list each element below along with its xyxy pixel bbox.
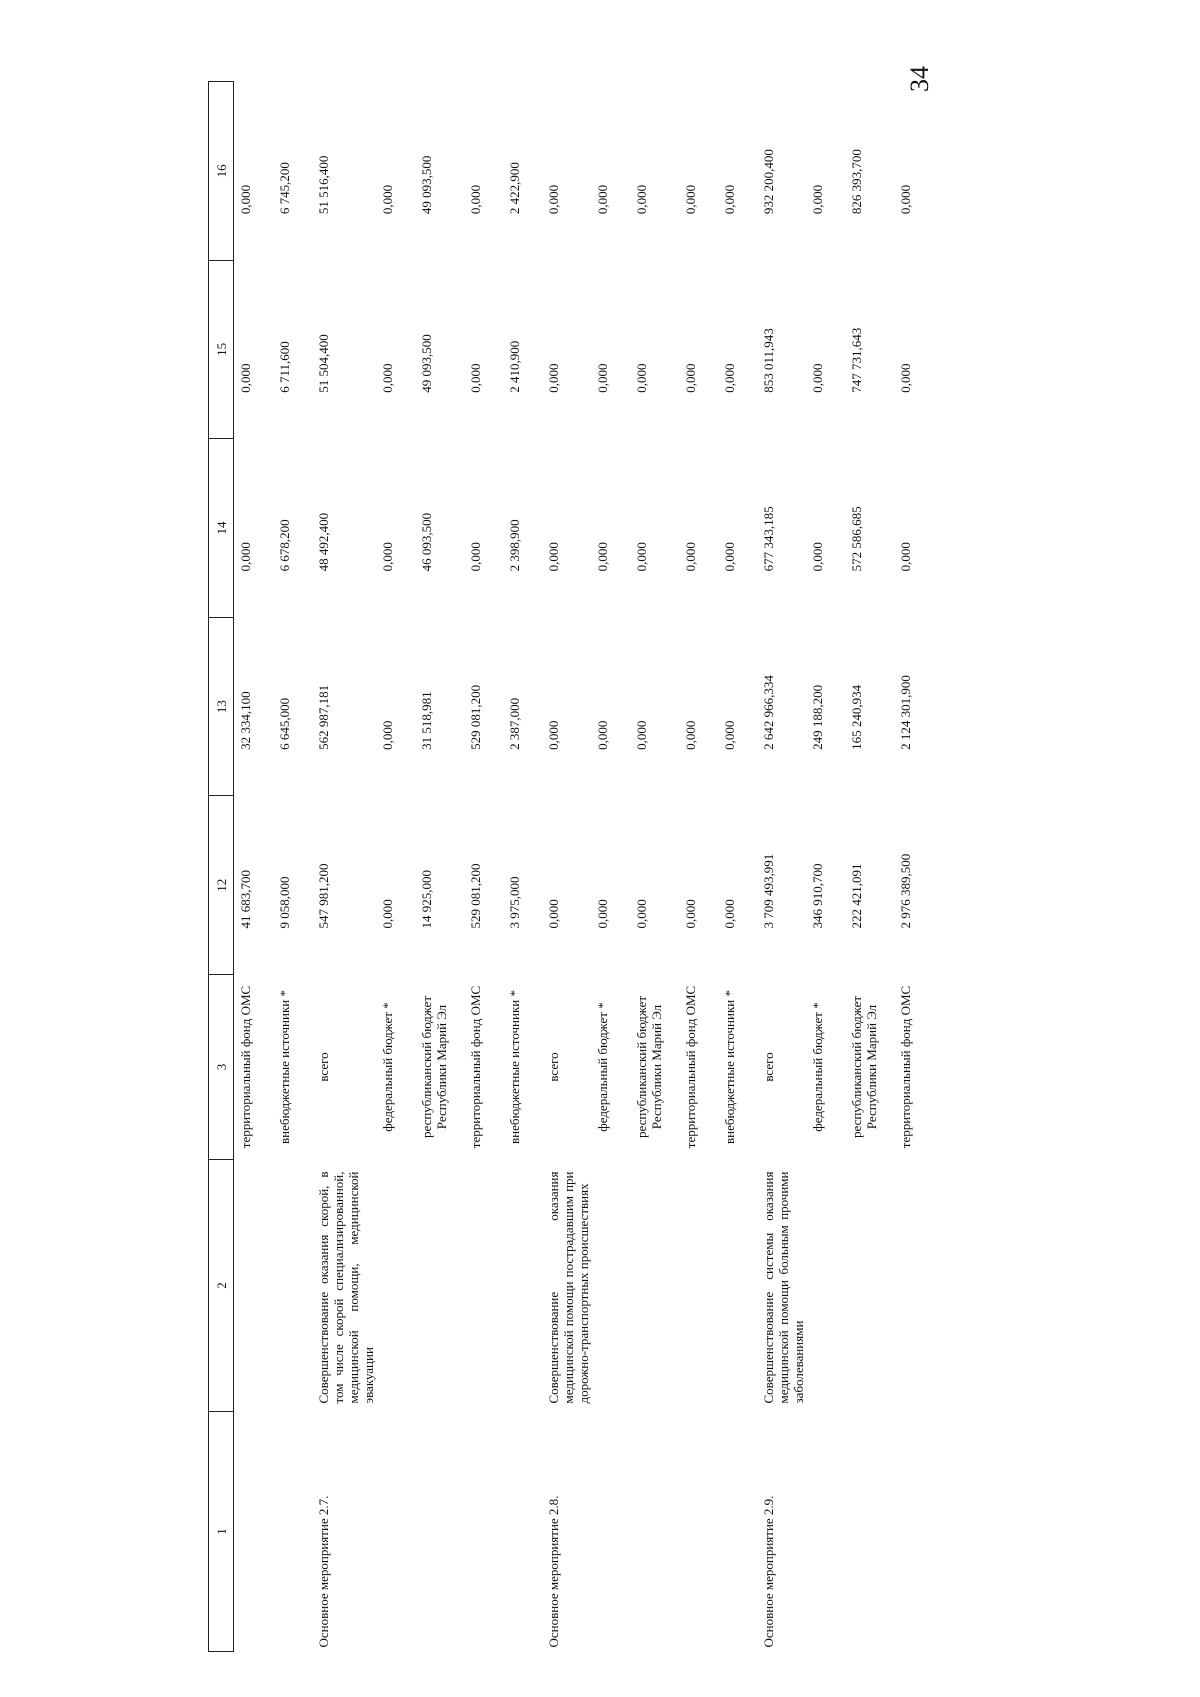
funding-source-cell: внебюджетные источники * xyxy=(277,990,292,1144)
description-cell xyxy=(845,1160,894,1412)
funding-source-cell: территориальный фонд ОМС xyxy=(238,985,253,1149)
measure-cell xyxy=(234,1412,274,1652)
table-row xyxy=(542,82,591,1652)
value-cell: 0,000 xyxy=(634,720,649,750)
value-cell: 14 925,000 xyxy=(419,870,434,929)
table-row xyxy=(845,82,894,1652)
funding-source-cell: федеральный бюджет * xyxy=(810,1002,825,1132)
value-cell: 0,000 xyxy=(722,363,737,393)
value-cell: 3 709 493,991 xyxy=(761,853,776,929)
value-cell: 41 683,700 xyxy=(238,870,253,929)
value-cell: 2 422,900 xyxy=(507,162,522,215)
table-row xyxy=(312,82,376,1652)
funding-source-cell: федеральный бюджет * xyxy=(595,1002,610,1132)
funding-source-cell: республиканский бюджет Республики Марий Эл xyxy=(849,995,879,1139)
value-cell: 0,000 xyxy=(468,542,483,572)
value-cell: 0,000 xyxy=(722,720,737,750)
value-cell: 0,000 xyxy=(722,542,737,572)
measure-cell xyxy=(806,1412,845,1652)
column-header: 2 xyxy=(209,1160,234,1412)
measure-cell xyxy=(845,1412,894,1652)
value-cell: 0,000 xyxy=(238,542,253,572)
value-cell: 0,000 xyxy=(595,542,610,572)
value-cell: 932 200,400 xyxy=(761,149,776,215)
value-cell: 2 387,000 xyxy=(507,697,522,750)
value-cell: 0,000 xyxy=(380,542,395,572)
funding-source-cell: республиканский бюджет Республики Марий Эл xyxy=(634,995,664,1139)
value-cell: 0,000 xyxy=(380,184,395,215)
table-row xyxy=(679,82,718,1652)
value-cell: 0,000 xyxy=(546,720,561,750)
table-row xyxy=(591,82,630,1652)
description-cell: Совершенствование оказания медицинской помощи пострадавшим при дорожно-транспортных происшествиях xyxy=(546,1171,591,1404)
value-cell: 9 058,000 xyxy=(277,876,292,929)
value-cell: 2 398,900 xyxy=(507,519,522,572)
value-cell: 0,000 xyxy=(683,720,698,750)
description-cell xyxy=(630,1160,679,1412)
column-header: 16 xyxy=(209,82,234,261)
value-cell: 826 393,700 xyxy=(849,149,864,215)
measure-cell xyxy=(376,1412,415,1652)
page-number: 34 xyxy=(905,66,934,92)
value-cell: 0,000 xyxy=(634,542,649,572)
value-cell: 0,000 xyxy=(380,720,395,750)
funding-source-cell: республиканский бюджет Республики Марий Эл xyxy=(419,995,449,1139)
value-cell: 32 334,100 xyxy=(238,691,253,750)
description-cell xyxy=(679,1160,718,1412)
description-cell: Совершенствование системы оказания медицинской помощи больным прочими заболеваниями xyxy=(761,1171,806,1404)
measure-cell xyxy=(718,1412,757,1652)
column-header: 14 xyxy=(209,439,234,618)
description-cell xyxy=(806,1160,845,1412)
value-cell: 0,000 xyxy=(546,363,561,393)
value-cell: 572 586,685 xyxy=(849,506,864,572)
value-cell: 747 731,643 xyxy=(849,327,864,393)
value-cell: 51 516,400 xyxy=(316,155,331,215)
funding-source-cell: территориальный фонд ОМС xyxy=(898,985,913,1149)
table-row xyxy=(503,82,542,1652)
table-row xyxy=(757,82,806,1652)
value-cell: 249 188,200 xyxy=(810,684,825,750)
table-row xyxy=(376,82,415,1652)
value-cell: 0,000 xyxy=(810,542,825,572)
value-cell: 49 093,500 xyxy=(419,334,434,393)
column-header: 12 xyxy=(209,796,234,975)
value-cell: 0,000 xyxy=(634,899,649,929)
measure-cell xyxy=(503,1412,542,1652)
table-row xyxy=(718,82,757,1652)
measure-cell xyxy=(894,1412,933,1652)
value-cell: 853 011,943 xyxy=(761,328,776,393)
value-cell: 6 678,200 xyxy=(277,519,292,572)
value-cell: 51 504,400 xyxy=(316,334,331,393)
value-cell: 0,000 xyxy=(546,184,561,215)
value-cell: 6 645,000 xyxy=(277,697,292,750)
column-header: 1 xyxy=(209,1412,234,1652)
table-row xyxy=(415,82,464,1652)
measure-cell xyxy=(679,1412,718,1652)
budget-table xyxy=(208,81,933,1652)
measure-cell xyxy=(273,1412,312,1652)
value-cell: 0,000 xyxy=(683,363,698,393)
measure-cell xyxy=(591,1412,630,1652)
table-row xyxy=(273,82,312,1652)
measure-cell xyxy=(630,1412,679,1652)
value-cell: 0,000 xyxy=(683,542,698,572)
value-cell: 529 081,200 xyxy=(468,863,483,929)
description-cell xyxy=(591,1160,630,1412)
value-cell: 547 981,200 xyxy=(316,863,331,929)
measure-cell xyxy=(464,1412,503,1652)
value-cell: 0,000 xyxy=(546,542,561,572)
value-cell: 2 410,900 xyxy=(507,340,522,393)
funding-source-cell: всего xyxy=(316,1052,331,1082)
value-cell: 0,000 xyxy=(595,363,610,393)
table-row xyxy=(464,82,503,1652)
measure-cell: Основное мероприятие 2.9. xyxy=(761,1495,776,1648)
measure-cell: Основное мероприятие 2.8. xyxy=(546,1495,561,1648)
value-cell: 0,000 xyxy=(683,184,698,215)
value-cell: 6 745,200 xyxy=(277,162,292,215)
table-row xyxy=(234,82,274,1652)
funding-source-cell: территориальный фонд ОМС xyxy=(468,985,483,1149)
table-row xyxy=(806,82,845,1652)
value-cell: 0,000 xyxy=(238,363,253,393)
description-cell xyxy=(894,1160,933,1412)
value-cell: 0,000 xyxy=(380,363,395,393)
value-cell: 0,000 xyxy=(380,899,395,929)
value-cell: 31 518,981 xyxy=(419,691,434,750)
funding-source-cell: территориальный фонд ОМС xyxy=(683,985,698,1149)
value-cell: 0,000 xyxy=(595,720,610,750)
value-cell: 165 240,934 xyxy=(849,684,864,750)
budget-table-sheet xyxy=(208,82,1048,1652)
value-cell: 0,000 xyxy=(468,184,483,215)
header-row xyxy=(209,82,234,1652)
value-cell: 0,000 xyxy=(898,542,913,572)
description-cell xyxy=(718,1160,757,1412)
column-header: 3 xyxy=(209,975,234,1160)
value-cell: 0,000 xyxy=(898,363,913,393)
value-cell: 0,000 xyxy=(238,184,253,215)
description-cell xyxy=(464,1160,503,1412)
measure-cell: Основное мероприятие 2.7. xyxy=(316,1495,331,1648)
value-cell: 0,000 xyxy=(722,899,737,929)
table-row xyxy=(630,82,679,1652)
value-cell: 0,000 xyxy=(595,184,610,215)
description-cell xyxy=(273,1160,312,1412)
value-cell: 0,000 xyxy=(810,363,825,393)
value-cell: 677 343,185 xyxy=(761,506,776,572)
value-cell: 0,000 xyxy=(595,899,610,929)
description-cell xyxy=(415,1160,464,1412)
value-cell: 0,000 xyxy=(810,184,825,215)
description-cell: Совершенствование оказания скорой, в том числе скорой специализированной, медицинской помощи, медицинской эвакуации xyxy=(316,1171,376,1404)
column-header: 15 xyxy=(209,260,234,439)
value-cell: 0,000 xyxy=(468,363,483,393)
value-cell: 529 081,200 xyxy=(468,684,483,750)
measure-cell xyxy=(415,1412,464,1652)
value-cell: 0,000 xyxy=(634,184,649,215)
value-cell: 0,000 xyxy=(898,184,913,215)
value-cell: 0,000 xyxy=(683,899,698,929)
value-cell: 2 642 966,334 xyxy=(761,675,776,750)
value-cell: 2 124 301,900 xyxy=(898,675,913,750)
value-cell: 46 093,500 xyxy=(419,512,434,572)
value-cell: 0,000 xyxy=(634,363,649,393)
column-header: 13 xyxy=(209,617,234,796)
value-cell: 0,000 xyxy=(722,184,737,215)
funding-source-cell: всего xyxy=(761,1052,776,1082)
value-cell: 3 975,000 xyxy=(507,876,522,929)
description-cell xyxy=(376,1160,415,1412)
value-cell: 48 492,400 xyxy=(316,512,331,572)
funding-source-cell: всего xyxy=(546,1052,561,1082)
description-cell xyxy=(503,1160,542,1412)
value-cell: 346 910,700 xyxy=(810,863,825,929)
funding-source-cell: внебюджетные источники * xyxy=(507,990,522,1144)
value-cell: 6 711,600 xyxy=(277,341,292,393)
value-cell: 2 976 389,500 xyxy=(898,853,913,929)
funding-source-cell: федеральный бюджет * xyxy=(380,1002,395,1132)
table-row xyxy=(894,82,933,1652)
table-body xyxy=(234,82,934,1652)
description-cell xyxy=(234,1160,274,1412)
funding-source-cell: внебюджетные источники * xyxy=(722,990,737,1144)
value-cell: 562 987,181 xyxy=(316,684,331,750)
value-cell: 222 421,091 xyxy=(849,863,864,929)
value-cell: 49 093,500 xyxy=(419,155,434,215)
value-cell: 0,000 xyxy=(546,899,561,929)
